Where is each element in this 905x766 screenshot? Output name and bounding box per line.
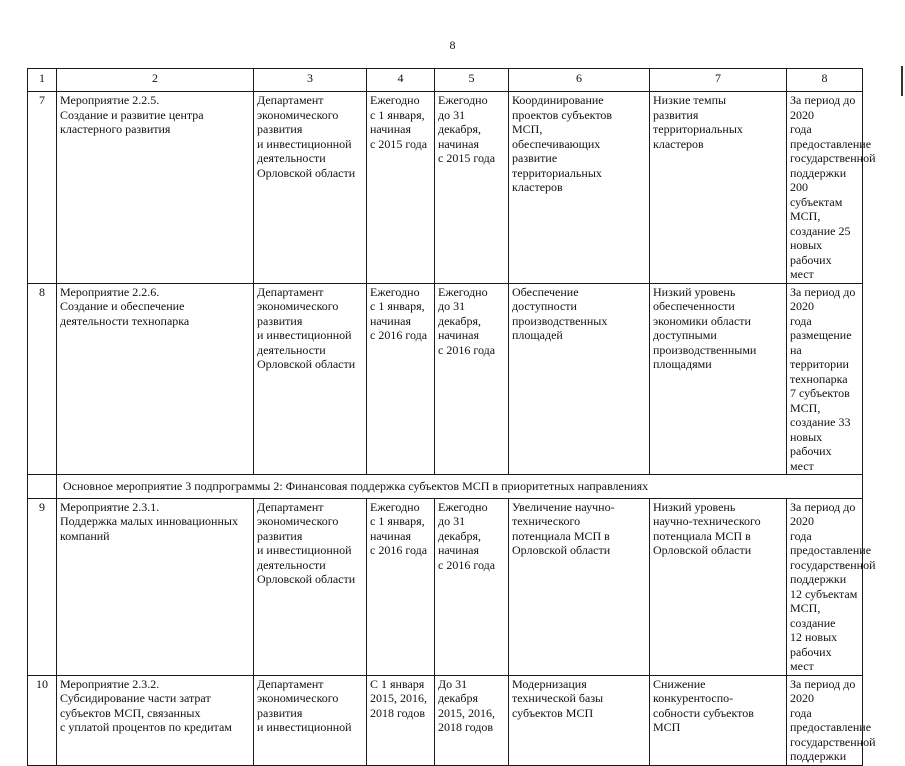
section-blank-cell (28, 475, 57, 499)
header-cell-2: 2 (57, 69, 254, 92)
table-header-row (28, 69, 863, 92)
indicator-cell: За период до 2020 года предоставление государственной поддержки 200 субъектам МСП, создание 25 новых рабочих мест (787, 92, 863, 284)
consequences-cell: Снижение конкурентоспо- собности субъектов МСП (650, 675, 787, 765)
result-cell: Увеличение научно- технического потенциала МСП в Орловской области (509, 498, 650, 675)
consequences-cell: Низкие темпы развития территориальных кластеров (650, 92, 787, 284)
result-cell: Обеспечение доступности производственных площадей (509, 283, 650, 475)
section-row (28, 475, 863, 499)
event-cell: Мероприятие 2.3.2. Субсидирование части затрат субъектов МСП, связанных с уплатой процентов по кредитам (57, 675, 254, 765)
table-row (28, 675, 863, 765)
end-date-cell: Ежегодно до 31 декабря, начиная с 2016 года (435, 283, 509, 475)
table-row (28, 498, 863, 675)
header-cell-3: 3 (254, 69, 367, 92)
consequences-cell: Низкий уровень обеспеченности экономики области доступными производственными площадями (650, 283, 787, 475)
executor-cell: Департамент экономического развития и инвестиционной деятельности Орловской области (254, 92, 367, 284)
indicator-cell: За период до 2020 года размещение на территории технопарка 7 субъектов МСП, создание 33 новых рабочих мест (787, 283, 863, 475)
indicator-cell: За период до 2020 года предоставление государственной поддержки (787, 675, 863, 765)
executor-cell: Департамент экономического развития и инвестиционной (254, 675, 367, 765)
result-cell: Координирование проектов субъектов МСП, обеспечивающих развитие территориальных кластеров (509, 92, 650, 284)
end-date-cell: Ежегодно до 31 декабря, начиная с 2016 года (435, 498, 509, 675)
event-cell: Мероприятие 2.2.6. Создание и обеспечение деятельности технопарка (57, 283, 254, 475)
row-number: 9 (28, 498, 57, 675)
header-cell-8: 8 (787, 69, 863, 92)
page-number: 8 (449, 38, 456, 52)
start-date-cell: Ежегодно с 1 января, начиная с 2016 года (367, 283, 435, 475)
header-cell-7: 7 (650, 69, 787, 92)
executor-cell: Департамент экономического развития и инвестиционной деятельности Орловской области (254, 283, 367, 475)
header-cell-4: 4 (367, 69, 435, 92)
section-title: Основное мероприятие 3 подпрограммы 2: Финансовая поддержка субъектов МСП в приоритетных направлениях (57, 475, 863, 499)
executor-cell: Департамент экономического развития и инвестиционной деятельности Орловской области (254, 498, 367, 675)
end-date-cell: Ежегодно до 31 декабря, начиная с 2015 года (435, 92, 509, 284)
header-cell-5: 5 (435, 69, 509, 92)
row-number: 8 (28, 283, 57, 475)
table-row (28, 283, 863, 475)
table-row (28, 92, 863, 284)
indicator-cell: За период до 2020 года предоставление государственной поддержки 12 субъектам МСП, создание 12 новых рабочих мест (787, 498, 863, 675)
start-date-cell: Ежегодно с 1 января, начиная с 2016 года (367, 498, 435, 675)
header-cell-1: 1 (28, 69, 57, 92)
result-cell: Модернизация технической базы субъектов МСП (509, 675, 650, 765)
header-cell-6: 6 (509, 69, 650, 92)
event-cell: Мероприятие 2.2.5. Создание и развитие центра кластерного развития (57, 92, 254, 284)
event-cell: Мероприятие 2.3.1. Поддержка малых инновационных компаний (57, 498, 254, 675)
consequences-cell: Низкий уровень научно-технического потенциала МСП в Орловской области (650, 498, 787, 675)
program-table (27, 68, 876, 766)
row-number: 7 (28, 92, 57, 284)
end-date-cell: До 31 декабря 2015, 2016, 2018 годов (435, 675, 509, 765)
margin-mark (901, 66, 903, 96)
start-date-cell: С 1 января 2015, 2016, 2018 годов (367, 675, 435, 765)
row-number: 10 (28, 675, 57, 765)
start-date-cell: Ежегодно с 1 января, начиная с 2015 года (367, 92, 435, 284)
